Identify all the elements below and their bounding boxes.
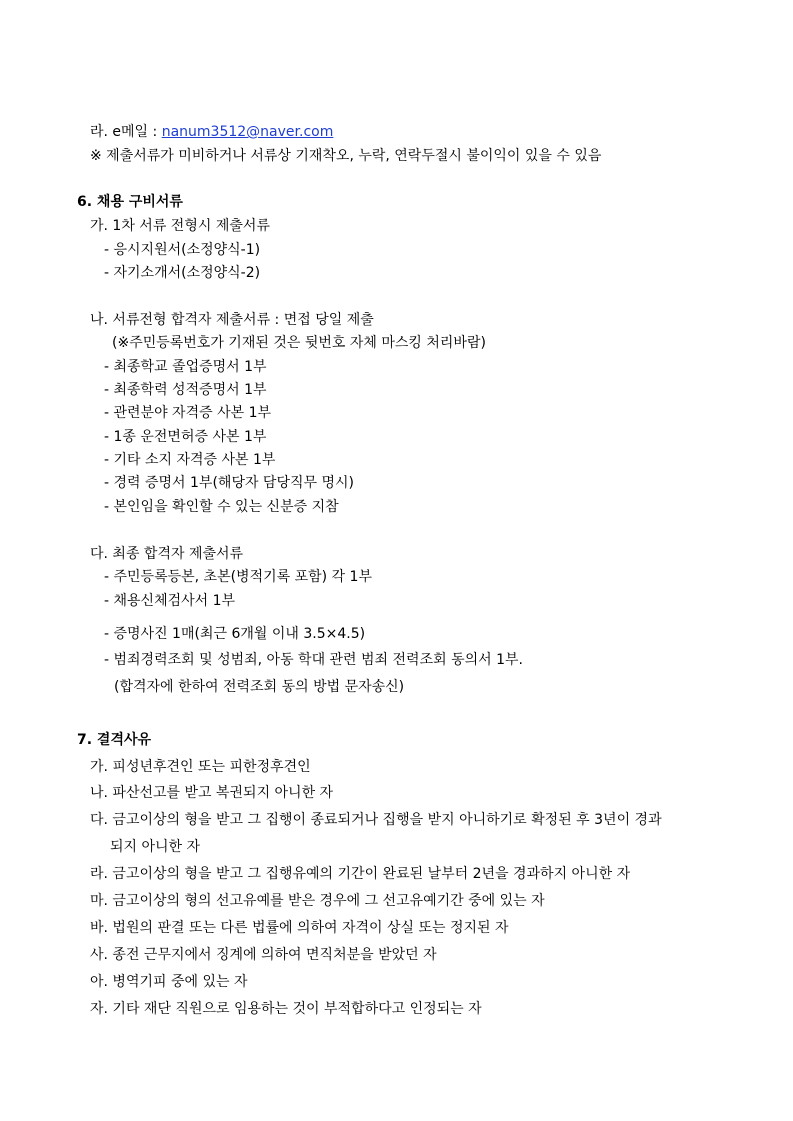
- list-item: 아. 병역기피 중에 있는 자: [90, 974, 248, 990]
- list-item-continuation: 되지 아니한 자: [110, 839, 201, 855]
- section-7-title: 7. 결격사유: [77, 732, 152, 748]
- list-item: 다. 금고이상의 형을 받고 그 집행이 종료되거나 집행을 받지 아니하기로 확정된 후 3년이 경과: [90, 812, 662, 828]
- section-6-c-title: 다. 최종 합격자 제출서류: [90, 546, 244, 562]
- list-item: 마. 금고이상의 형의 선고유예를 받은 경우에 그 선고유예기간 중에 있는 자: [90, 893, 545, 909]
- list-item: 가. 피성년후견인 또는 피한정후견인: [90, 759, 311, 775]
- list-item: - 주민등록등본, 초본(병적기록 포함) 각 1부: [104, 569, 372, 585]
- list-item: - 경력 증명서 1부(해당자 담당직무 명시): [104, 475, 354, 491]
- list-item: - 관련분야 자격증 사본 1부: [104, 405, 271, 421]
- list-item: - 기타 소지 자격증 사본 1부: [104, 452, 276, 468]
- list-item: 사. 종전 근무지에서 징계에 의하여 면직처분을 받았던 자: [90, 947, 437, 963]
- list-item: - 최종학교 졸업증명서 1부: [104, 359, 267, 375]
- list-item: 자. 기타 재단 직원으로 임용하는 것이 부적합하다고 인정되는 자: [90, 1001, 482, 1017]
- list-item: - 응시지원서(소정양식-1): [104, 242, 261, 258]
- list-item: - 채용신체검사서 1부: [104, 593, 236, 609]
- submission-note: ※ 제출서류가 미비하거나 서류상 기재착오, 누락, 연락두절시 불이익이 있을 수 있음: [90, 148, 602, 164]
- list-item: 라. 금고이상의 형을 받고 그 집행유예의 기간이 완료된 날부터 2년을 경과하지 아니한 자: [90, 866, 631, 882]
- section-6-a-title: 가. 1차 서류 전형시 제출서류: [90, 218, 270, 234]
- email-line: [90, 123, 333, 141]
- list-item: 바. 법원의 판결 또는 다른 법률에 의하여 자격이 상실 또는 정지된 자: [90, 920, 509, 936]
- section-6-title: 6. 채용 구비서류: [77, 194, 183, 210]
- list-item: - 1종 운전면허증 사본 1부: [104, 429, 267, 445]
- email-label: 라. e메일 :: [90, 124, 162, 140]
- list-item: - 본인임을 확인할 수 있는 신분증 지참: [104, 499, 339, 515]
- list-item: - 자기소개서(소정양식-2): [104, 265, 261, 281]
- section-6-b-title: 나. 서류전형 합격자 제출서류 : 면접 당일 제출: [90, 312, 374, 328]
- list-item: - 최종학력 성적증명서 1부: [104, 382, 267, 398]
- list-item: - 증명사진 1매(최근 6개월 이내 3.5×4.5): [104, 626, 366, 642]
- section-6-b-note: (※주민등록번호가 기재된 것은 뒷번호 자체 마스킹 처리바람): [112, 335, 486, 351]
- email-link[interactable]: nanum3512@naver.com: [161, 124, 334, 140]
- section-6-c-note: (합격자에 한하여 전력조회 동의 방법 문자송신): [114, 679, 405, 695]
- list-item: - 범죄경력조회 및 성범죄, 아동 학대 관련 범죄 전력조회 동의서 1부.: [104, 652, 523, 668]
- list-item: 나. 파산선고를 받고 복권되지 아니한 자: [90, 785, 334, 801]
